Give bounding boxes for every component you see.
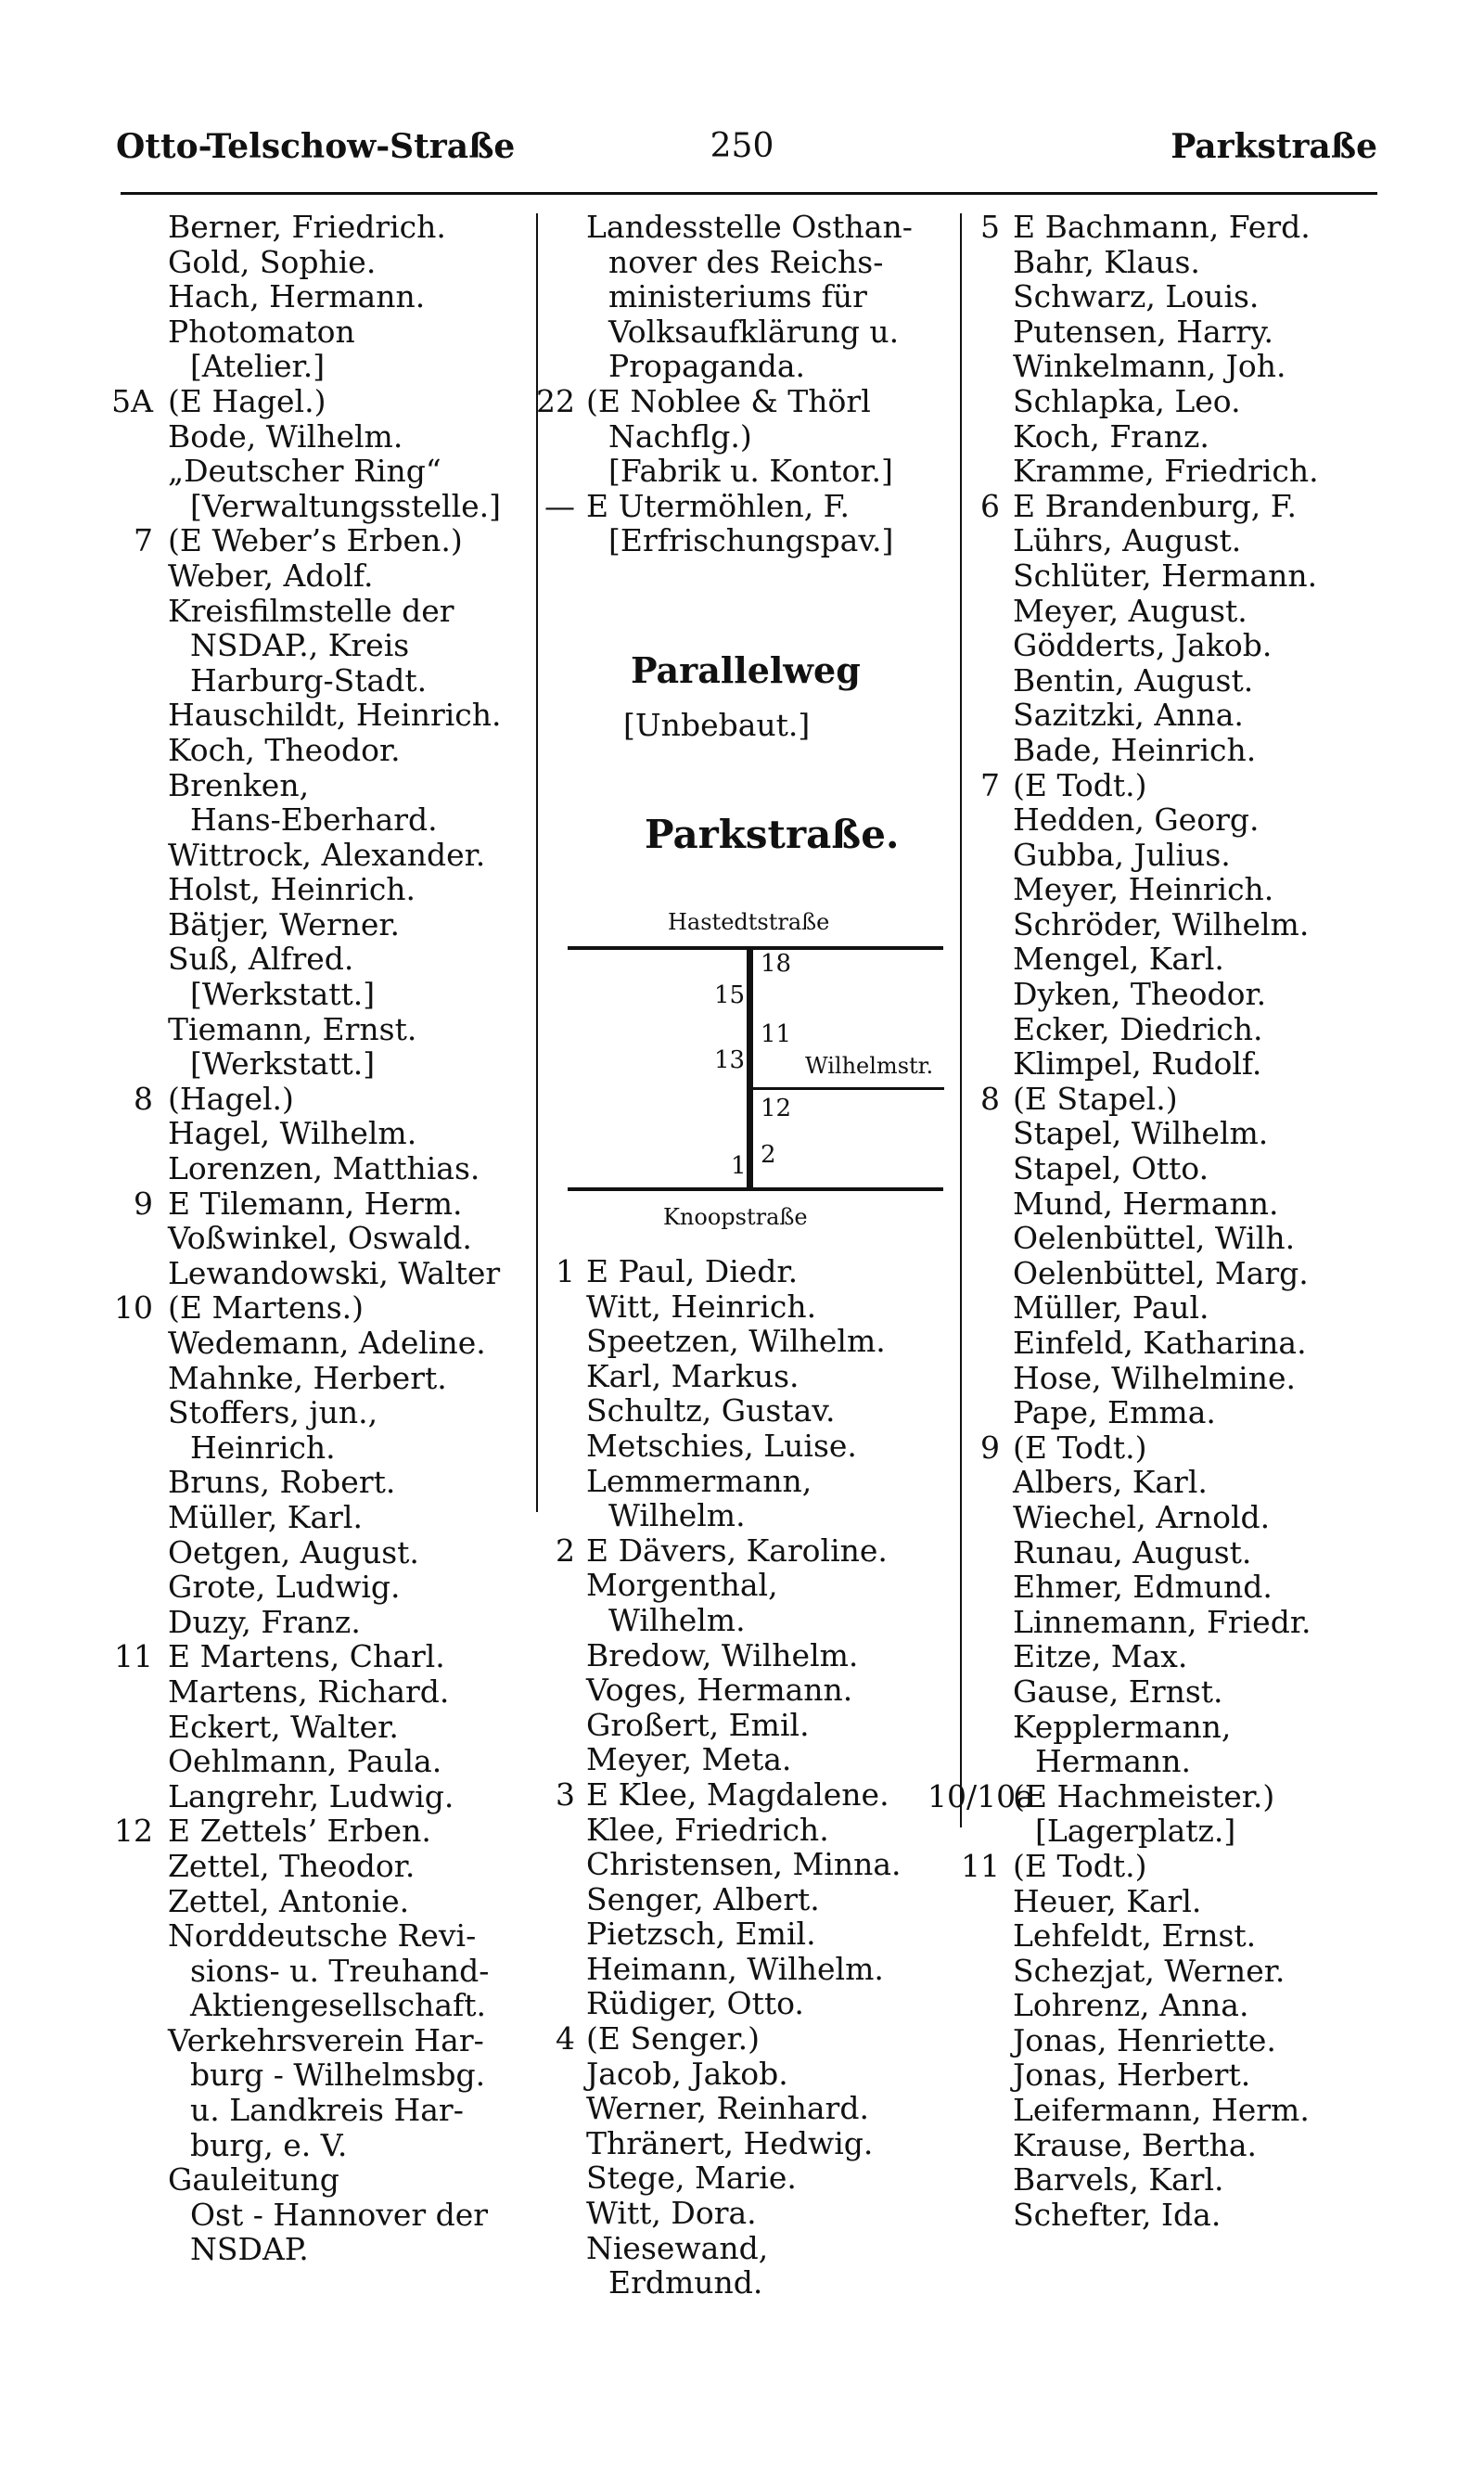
entry-line: E Brandenburg, F. [1013, 487, 1297, 524]
map-label-bottom-street: Knoopstraße [663, 1204, 808, 1230]
header-rule [121, 192, 1377, 195]
map-house-number: 1 [731, 1152, 747, 1180]
directory-entry [88, 1082, 533, 1186]
directory-entry [928, 210, 1391, 489]
directory-entry [88, 210, 533, 384]
entry-line: NSDAP. [190, 2231, 309, 2268]
entry-line: Meyer, August. [1013, 592, 1247, 629]
directory-entry [88, 1186, 533, 1291]
entry-line: nover des Reichs- [608, 243, 884, 280]
entry-line: E Bachmann, Ferd. [1013, 209, 1311, 245]
directory-entry [88, 523, 533, 1082]
entry-line: Zettel, Theodor. [168, 1847, 416, 1884]
entry-line: Landesstelle Osthan- [586, 209, 913, 245]
entry-line: Schefter, Ida. [1013, 2196, 1222, 2233]
directory-entry [928, 1849, 1391, 2233]
entry-line: Gauleitung [168, 2161, 339, 2198]
entry-line: Linnemann, Friedr. [1013, 1603, 1311, 1640]
directory-entry [928, 1430, 1391, 1779]
entry-line: Gödderts, Jakob. [1013, 627, 1273, 664]
entry-line: „Deutscher Ring“ [168, 453, 441, 490]
house-number: 1 [556, 1253, 575, 1289]
entry-line: Kepplermann, [1013, 1708, 1232, 1745]
entry-line: Rüdiger, Otto. [586, 1985, 804, 2022]
entry-line: Hach, Hermann. [168, 278, 426, 315]
directory-entry [524, 2021, 960, 2301]
running-head-left: Otto-Telschow-Straße [116, 127, 516, 166]
entry-line: Morgenthal, [586, 1567, 778, 1604]
house-number: 8 [980, 1080, 1000, 1117]
entry-line: [Lagerplatz.] [1035, 1813, 1236, 1850]
entry-line: Hagel, Wilhelm. [168, 1115, 417, 1152]
entry-line: Pietzsch, Emil. [586, 1916, 816, 1953]
entry-line: [Fabrik u. Kontor.] [608, 453, 893, 490]
entry-line: Müller, Karl. [168, 1498, 363, 1535]
entry-line: E Klee, Magdalene. [586, 1775, 889, 1813]
entry-line: Bätjer, Werner. [168, 905, 401, 942]
entry-line: Stapel, Otto. [1013, 1150, 1209, 1187]
house-number: 4 [556, 2020, 575, 2057]
directory-entry [88, 1814, 533, 2267]
entry-line: Wilhelm. [608, 1601, 746, 1638]
directory-entry [928, 1082, 1391, 1430]
entry-line: (E Weber’s Erben.) [168, 522, 463, 559]
entry-line: Holst, Heinrich. [168, 871, 416, 908]
entry-line: Wedemann, Adeline. [168, 1325, 486, 1361]
entry-line: NSDAP., Kreis [190, 627, 410, 664]
directory-entry [524, 1533, 960, 1777]
entry-line: Erdmund. [608, 2264, 763, 2301]
entry-line: Schwarz, Louis. [1013, 278, 1260, 315]
entry-line: sions- u. Treuhand- [190, 1952, 490, 1989]
map-house-number: 12 [761, 1095, 792, 1122]
entry-line: [Werkstatt.] [190, 1045, 376, 1083]
entry-line: Hans-Eberhard. [190, 801, 438, 839]
entry-line: Duzy, Franz. [168, 1603, 361, 1640]
entry-line: Heuer, Karl. [1013, 1882, 1202, 1919]
entry-line: Schlüter, Hermann. [1013, 557, 1318, 594]
map-side-street-line [749, 1087, 944, 1090]
entry-line: Heinrich. [190, 1429, 336, 1466]
entry-line: Thränert, Hedwig. [586, 2124, 874, 2161]
entry-line: Wilhelm. [608, 1497, 746, 1534]
entry-line: Ost - Hannover der [190, 2196, 489, 2233]
entry-line: Dyken, Theodor. [1013, 976, 1267, 1013]
map-main-street-line [747, 948, 753, 1189]
entry-line: Eitze, Max. [1013, 1638, 1188, 1675]
entry-line: Meyer, Heinrich. [1013, 871, 1274, 908]
street-heading-parallelweg: Parallelweg [631, 649, 861, 691]
entry-line: Ecker, Diedrich. [1013, 1010, 1263, 1047]
entry-line: Bode, Wilhelm. [168, 417, 403, 455]
directory-entry [928, 1779, 1391, 1849]
entry-line: (E Hagel.) [168, 382, 326, 419]
entry-line: Stoffers, jun., [168, 1394, 378, 1431]
entry-line: Schezjat, Werner. [1013, 1952, 1286, 1989]
house-number: 3 [556, 1775, 575, 1813]
entry-line: Langrehr, Ludwig. [168, 1777, 454, 1814]
street-heading-parkstrasse: Parkstraße. [645, 812, 900, 857]
entry-line: Wittrock, Alexander. [168, 836, 486, 873]
directory-entry [88, 384, 533, 523]
map-bottom-street-line [568, 1187, 943, 1191]
entry-line: Jonas, Herbert. [1013, 2057, 1251, 2094]
house-number: 5 [980, 209, 1000, 245]
entry-line: Bredow, Wilhelm. [586, 1636, 859, 1673]
entry-line: (E Martens.) [168, 1289, 365, 1327]
entry-line: (E Noblee & Thörl [586, 382, 871, 419]
entry-line: Photomaton [168, 313, 355, 350]
parallelweg-note: [Unbebaut.] [623, 707, 811, 743]
entry-line: burg - Wilhelmsbg. [190, 2057, 486, 2094]
entry-line: Kramme, Friedrich. [1013, 453, 1319, 490]
entry-line: E Paul, Diedr. [586, 1253, 799, 1289]
entry-line: Winkelmann, Joh. [1013, 348, 1286, 385]
entry-line: Voßwinkel, Oswald. [168, 1220, 472, 1257]
house-number: — [544, 487, 575, 524]
entry-line: burg, e. V. [190, 2126, 348, 2163]
entry-line: Nachflg.) [608, 417, 752, 455]
entry-line: Martens, Richard. [168, 1673, 450, 1710]
directory-entry [928, 489, 1391, 768]
house-number: 8 [134, 1080, 153, 1117]
entry-line: Gubba, Julius. [1013, 836, 1231, 873]
entry-line: Schultz, Gustav. [586, 1392, 836, 1429]
house-number: 7 [134, 522, 153, 559]
directory-entry [928, 768, 1391, 1082]
entry-line: Putensen, Harry. [1013, 313, 1273, 350]
entry-line: Meyer, Meta. [586, 1741, 792, 1778]
house-number: 10/10a [928, 1777, 1034, 1814]
entry-line: Hose, Wilhelmine. [1013, 1359, 1296, 1396]
entry-line: Runau, August. [1013, 1533, 1252, 1570]
entry-line: E Utermöhlen, F. [586, 487, 850, 524]
map-top-street-line [568, 946, 943, 950]
entry-line: Weber, Adolf. [168, 557, 374, 594]
entry-line: Hermann. [1035, 1743, 1192, 1780]
directory-entry [524, 384, 960, 489]
house-number: 11 [114, 1638, 153, 1675]
entry-line: (E Senger.) [586, 2020, 761, 2057]
entry-line: Metschies, Luise. [586, 1427, 857, 1464]
entry-line: Christensen, Minna. [586, 1846, 902, 1883]
entry-line: (E Todt.) [1013, 766, 1147, 803]
entry-line: Speetzen, Wilhelm. [586, 1323, 886, 1360]
entry-line: Lemmermann, [586, 1462, 812, 1499]
entry-line: Tiemann, Ernst. [168, 1010, 417, 1047]
house-number: 10 [114, 1289, 153, 1327]
entry-line: Oehlmann, Paula. [168, 1743, 442, 1780]
entry-line: E Tilemann, Herm. [168, 1185, 463, 1222]
entry-line: Jonas, Henriette. [1013, 2021, 1276, 2058]
street-map [556, 909, 955, 1243]
entry-line: Aktiengesellschaft. [190, 1987, 486, 2024]
entry-line: Norddeutsche Revi- [168, 1917, 477, 1955]
entry-line: Klee, Friedrich. [586, 1811, 829, 1848]
entry-line: [Erfrischungspav.] [608, 522, 894, 559]
entry-line: Lohrenz, Anna. [1013, 1987, 1249, 2024]
entry-line: Zettel, Antonie. [168, 1882, 410, 1919]
entry-line: Koch, Franz. [1013, 417, 1209, 455]
directory-entry [524, 489, 960, 558]
entry-line: Gold, Sophie. [168, 243, 377, 280]
running-head-right: Parkstraße [1171, 127, 1377, 166]
entry-line: Pape, Emma. [1013, 1394, 1216, 1431]
entry-line: Einfeld, Katharina. [1013, 1325, 1307, 1361]
entry-line: Ehmer, Edmund. [1013, 1569, 1273, 1606]
house-number: 22 [536, 382, 575, 419]
entry-line: Mahnke, Herbert. [168, 1359, 447, 1396]
entry-line: Mengel, Karl. [1013, 941, 1224, 978]
house-number: 9 [980, 1429, 1000, 1466]
entry-line: ministeriums für [608, 278, 867, 315]
entry-line: Müller, Paul. [1013, 1289, 1209, 1327]
entry-line: Karl, Markus. [586, 1357, 800, 1394]
entry-line: Grote, Ludwig. [168, 1569, 401, 1606]
house-number: 2 [556, 1532, 575, 1569]
entry-line: [Atelier.] [190, 348, 326, 385]
entry-line: Oetgen, August. [168, 1533, 419, 1570]
entry-line: Barvels, Karl. [1013, 2161, 1224, 2198]
entry-line: Witt, Heinrich. [586, 1288, 817, 1325]
directory-entry [524, 1254, 960, 1533]
house-number: 12 [114, 1813, 153, 1850]
entry-line: Senger, Albert. [586, 1880, 820, 1917]
entry-line: Bruns, Robert. [168, 1464, 396, 1501]
column-1 [88, 210, 533, 2267]
entry-line: Gause, Ernst. [1013, 1673, 1223, 1710]
entry-line: Werner, Reinhard. [586, 2090, 869, 2127]
entry-line: Leifermann, Herm. [1013, 2092, 1310, 2129]
entry-line: Großert, Emil. [586, 1706, 810, 1743]
directory-entry [88, 1639, 533, 1814]
entry-line: Lewandowski, Walter [168, 1254, 501, 1291]
map-house-number: 2 [761, 1141, 776, 1169]
entry-line: Schröder, Wilhelm. [1013, 905, 1310, 942]
page-number: 250 [710, 127, 774, 165]
entry-line: Hauschildt, Heinrich. [168, 697, 502, 734]
directory-entry [524, 1777, 960, 2021]
entry-line: Wiechel, Arnold. [1013, 1498, 1271, 1535]
entry-line: Kreisfilmstelle der [168, 592, 454, 629]
entry-line: (E Stapel.) [1013, 1080, 1178, 1117]
house-number: 11 [961, 1847, 1000, 1884]
map-label-top-street: Hastedtstraße [668, 909, 830, 935]
entry-line: Brenken, [168, 766, 310, 803]
entry-line: [Verwaltungsstelle.] [190, 487, 502, 524]
entry-line: [Werkstatt.] [190, 976, 376, 1013]
entry-line: Klimpel, Rudolf. [1013, 1045, 1262, 1083]
entry-line: (E Todt.) [1013, 1847, 1147, 1884]
entry-line: Jacob, Jakob. [586, 2055, 788, 2092]
entry-line: u. Landkreis Har- [190, 2092, 464, 2129]
entry-line: Oelenbüttel, Marg. [1013, 1254, 1309, 1291]
entry-line: Eckert, Walter. [168, 1708, 399, 1745]
entry-line: Lehfeldt, Ernst. [1013, 1917, 1257, 1955]
column-2-top [524, 210, 960, 558]
entry-line: Schlapka, Leo. [1013, 382, 1241, 419]
entry-line: Koch, Theodor. [168, 731, 401, 768]
entry-line: Niesewand, [586, 2229, 769, 2266]
entry-line: (Hagel.) [168, 1080, 294, 1117]
entry-line: (E Hachmeister.) [1013, 1777, 1275, 1814]
entry-line: Oelenbüttel, Wilh. [1013, 1220, 1296, 1257]
entry-line: Stege, Marie. [586, 2160, 797, 2197]
entry-line: Lührs, August. [1013, 522, 1242, 559]
entry-line: Hedden, Georg. [1013, 801, 1260, 839]
entry-line: Suß, Alfred. [168, 941, 354, 978]
entry-line: Albers, Karl. [1013, 1464, 1208, 1501]
map-house-number: 15 [714, 981, 746, 1009]
entry-line: Heimann, Wilhelm. [586, 1950, 884, 1987]
entry-line: Volksaufklärung u. [608, 313, 900, 350]
map-house-number: 18 [761, 950, 792, 978]
entry-line: Sazitzki, Anna. [1013, 697, 1244, 734]
house-number: 9 [134, 1185, 153, 1222]
column-2-bottom [524, 1254, 960, 2301]
map-house-number: 11 [761, 1020, 792, 1048]
map-label-side-street: Wilhelmstr. [805, 1053, 934, 1079]
entry-line: Stapel, Wilhelm. [1013, 1115, 1269, 1152]
entry-line: Bahr, Klaus. [1013, 243, 1200, 280]
entry-line: E Martens, Charl. [168, 1638, 445, 1675]
house-number: 6 [980, 487, 1000, 524]
entry-line: Bade, Heinrich. [1013, 731, 1257, 768]
house-number: 7 [980, 766, 1000, 803]
directory-entry [88, 1290, 533, 1639]
entry-line: (E Todt.) [1013, 1429, 1147, 1466]
entry-line: Witt, Dora. [586, 2195, 757, 2232]
entry-line: Harburg-Stadt. [190, 661, 428, 699]
entry-line: Berner, Friedrich. [168, 209, 446, 245]
entry-line: Propaganda. [608, 348, 805, 385]
entry-line: E Dävers, Karoline. [586, 1532, 888, 1569]
entry-line: Krause, Bertha. [1013, 2126, 1258, 2163]
column-3 [928, 210, 1391, 2232]
entry-line: E Zettels’ Erben. [168, 1813, 431, 1850]
entry-line: Voges, Hermann. [586, 1672, 853, 1709]
directory-entry [524, 210, 960, 384]
entry-line: Lorenzen, Matthias. [168, 1150, 480, 1187]
map-house-number: 13 [714, 1046, 746, 1074]
entry-line: Verkehrsverein Har- [168, 2021, 484, 2058]
house-number: 5A [111, 382, 153, 419]
entry-line: Bentin, August. [1013, 661, 1254, 699]
entry-line: Mund, Hermann. [1013, 1185, 1279, 1222]
